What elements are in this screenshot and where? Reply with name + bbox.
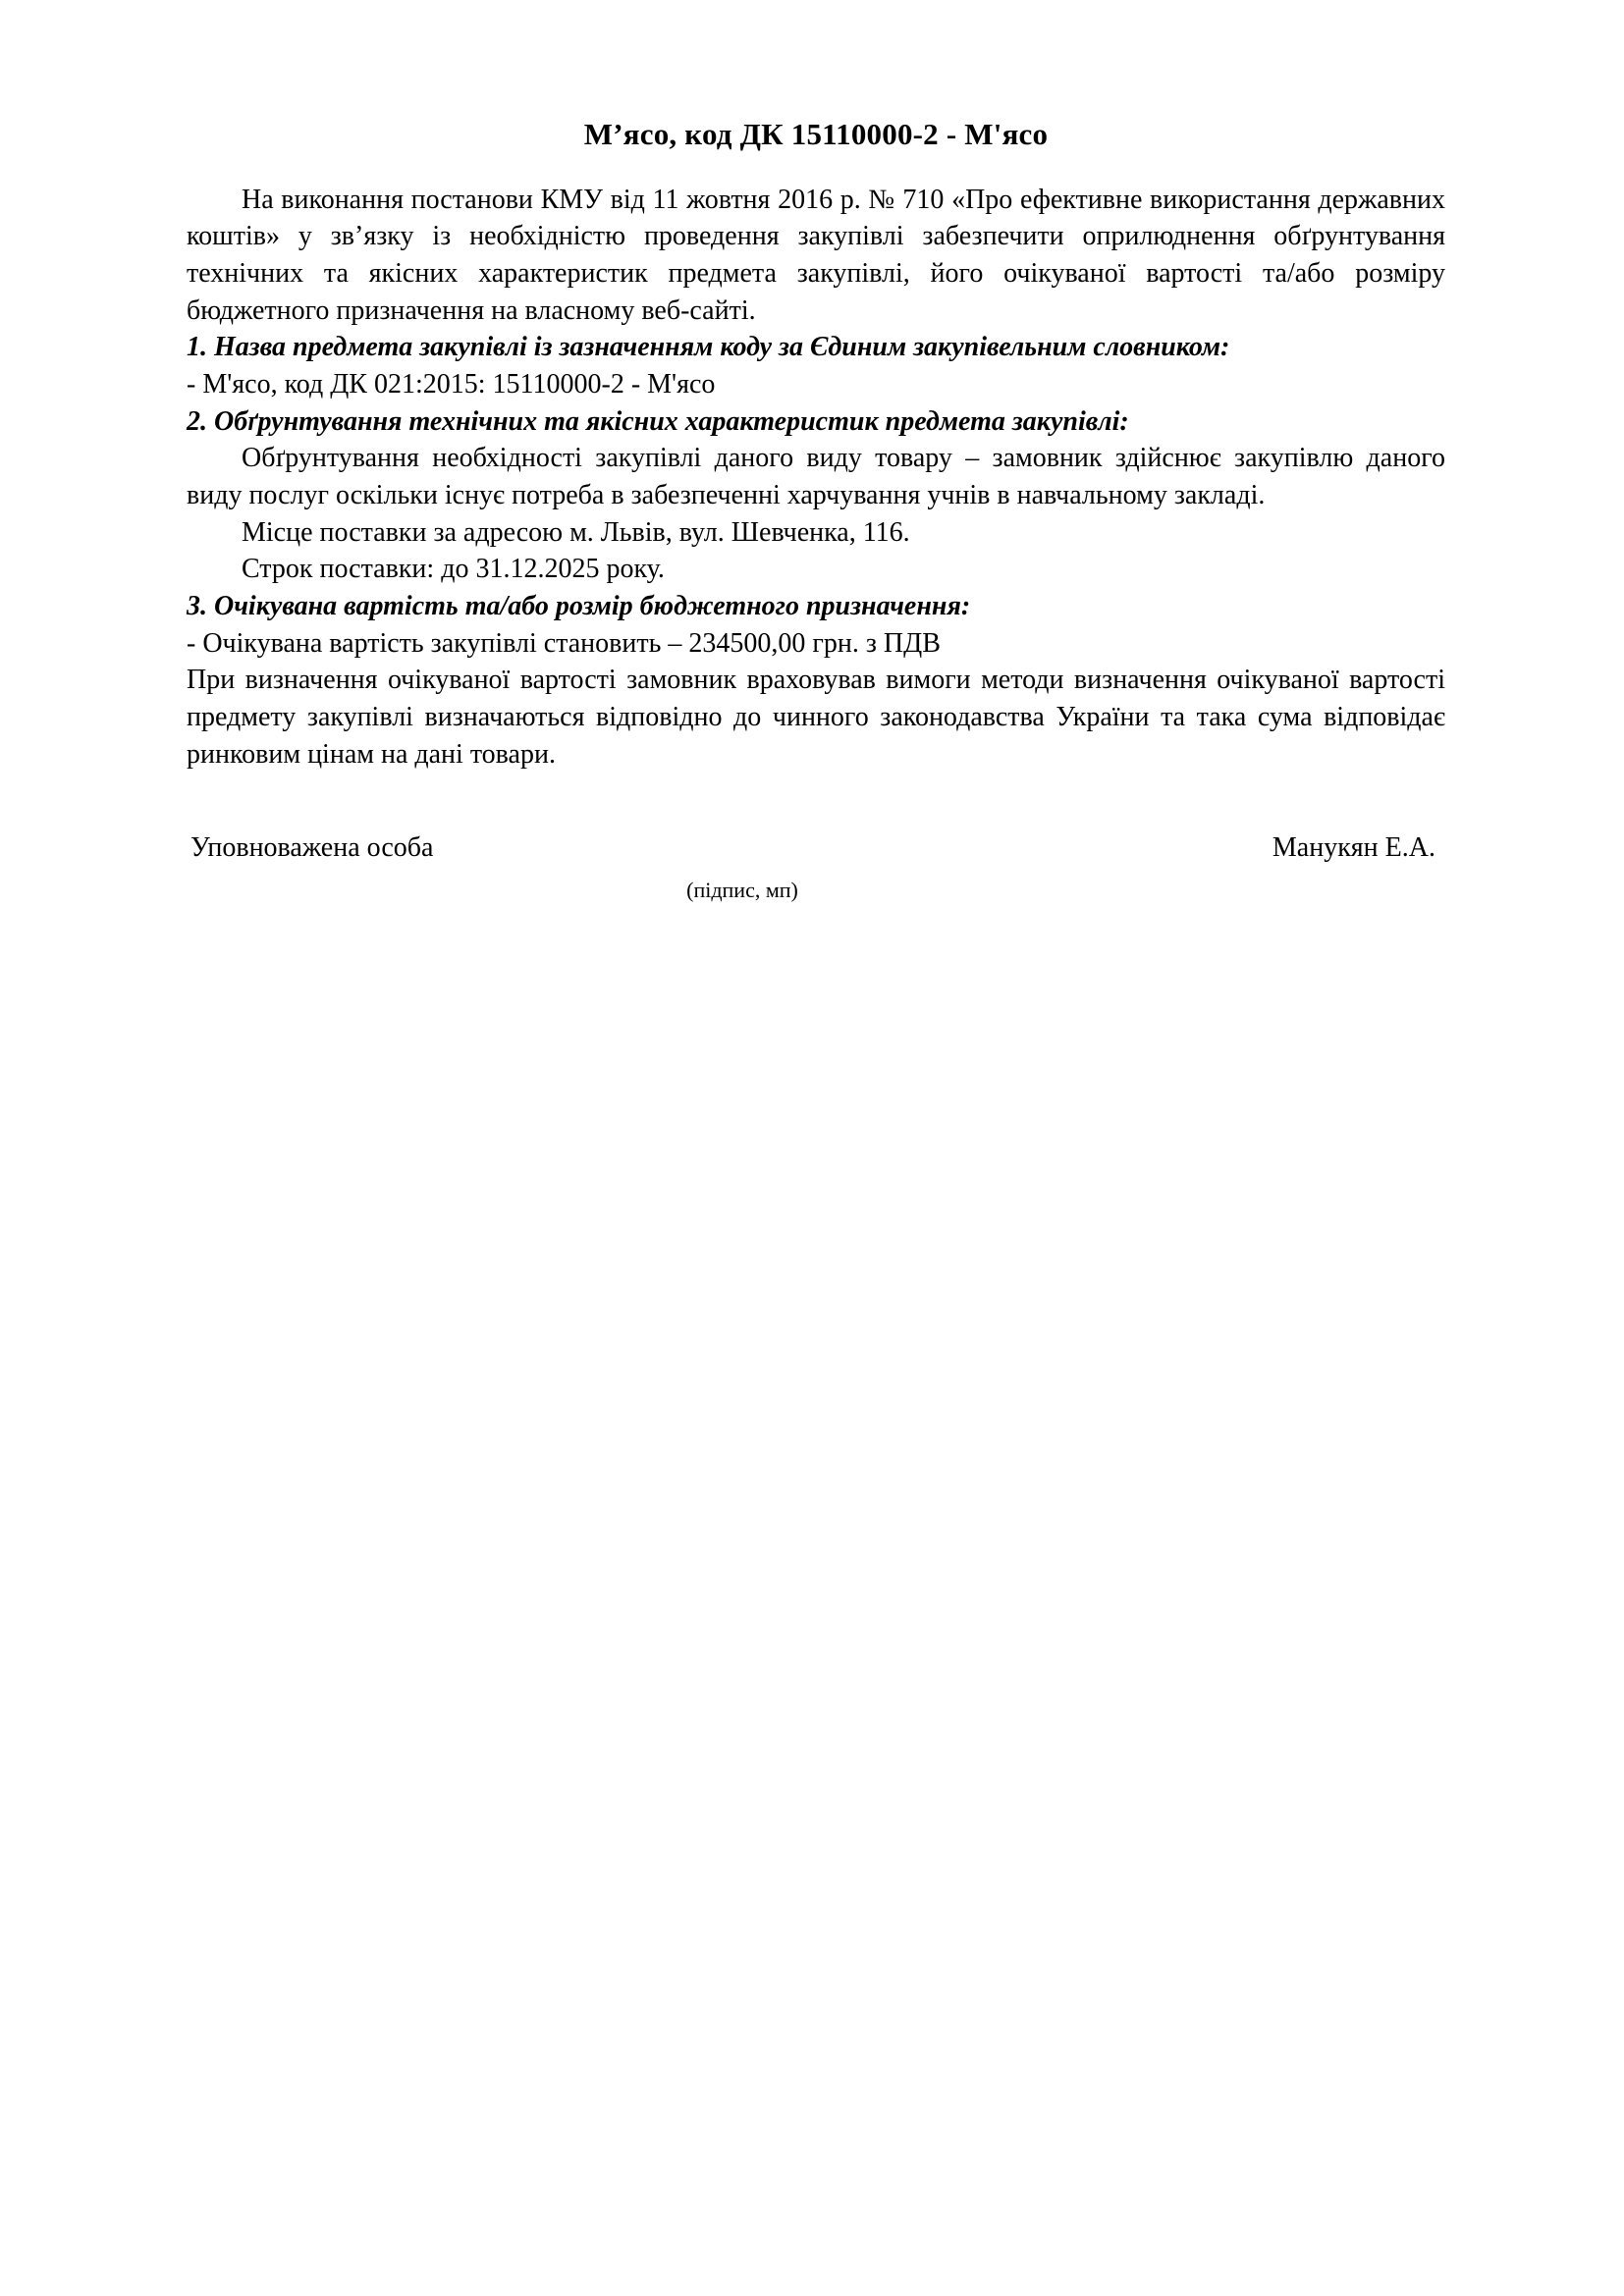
section-2-body: Обґрунтування необхідності закупівлі даного виду товару – замовник здійснює закупівлю даного виду послуг оскільки існує потреба в забезпеченні харчування учнів в навчальному закладі. <box>187 443 1445 510</box>
expected-cost-line: - Очікувана вартість закупівлі становить – 234500,00 грн. з ПДВ <box>187 627 941 659</box>
closing-paragraph: При визначення очікуваної вартості замовник враховував вимоги методи визначення очікуваної вартості предмету закупівлі визначаються відповідно до чинного законодавства України та така сума відповідає ринковим цінам на дані товари. <box>187 665 1445 770</box>
delivery-place-line: Місце поставки за адресою м. Львів, вул. Шевченка, 116. <box>242 516 910 548</box>
section-1-item-line: - М'ясо, код ДК 021:2015: 15110000-2 - М'ясо <box>187 369 716 400</box>
lead-paragraph: На виконання постанови КМУ від 11 жовтня 2016 р. № 710 «Про ефективне використання державних коштів» у зв’язку із необхідністю проведення закупівлі забезпечити оприлюднення обґрунтування технічних та якісних характеристик предмета закупівлі, його очікуваної вартості та/або розміру бюджетного призначення на власному веб-сайті. <box>187 184 1445 326</box>
section-2-heading: 2. Обґрунтування технічних та якісних характеристик предмета закупівлі: <box>187 405 1129 437</box>
section-1-heading: 1. Назва предмета закупівлі із зазначенням коду за Єдиним закупівельним словником: <box>187 332 1230 363</box>
signature-block <box>187 829 1445 924</box>
section-3-heading: 3. Очікувана вартість та/або розмір бюджетного призначення: <box>187 590 971 621</box>
signatory-name: Манукян Е.А. <box>1272 832 1435 864</box>
page-title: М’ясо, код ДК 15110000-2 - М'ясо <box>583 117 1049 151</box>
signatory-role-label: Уповноважена особа <box>190 832 434 864</box>
delivery-term-line: Строк поставки: до 31.12.2025 року. <box>242 554 665 585</box>
signature-caption: (підпис, мп) <box>686 877 798 902</box>
document-content <box>187 0 1445 924</box>
signature-row <box>187 829 1445 867</box>
